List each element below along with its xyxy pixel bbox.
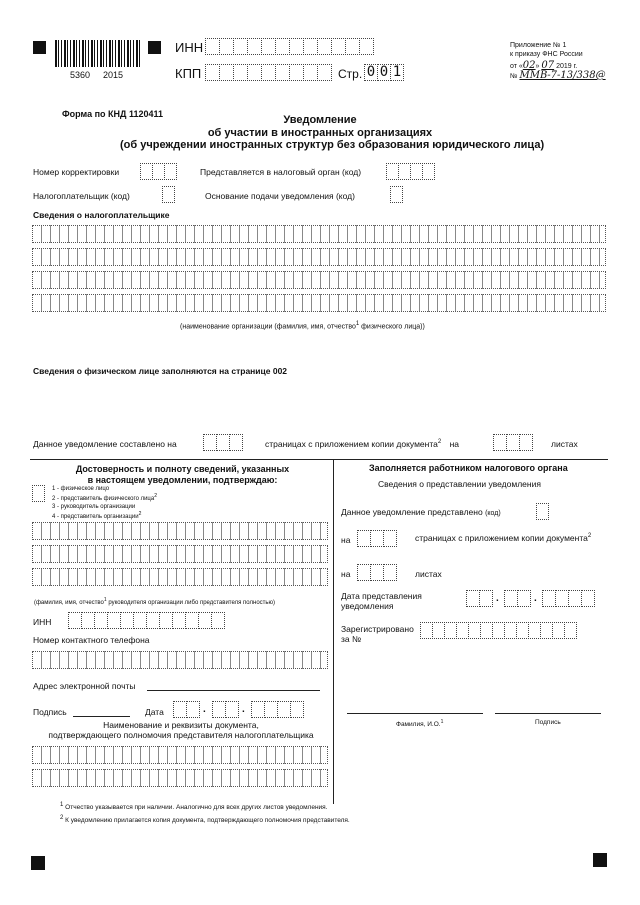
sign-date-year[interactable] — [251, 701, 303, 718]
tax-authority-cells[interactable] — [386, 163, 434, 180]
submission-info-subheading: Сведения о представлении уведомления — [378, 479, 541, 489]
date-dot-2: . — [242, 704, 245, 715]
kpp-label: КПП — [175, 66, 202, 81]
registration-mark-top-mid — [148, 41, 161, 54]
signer-inn-cells[interactable] — [68, 612, 224, 629]
submission-date-day[interactable] — [466, 590, 492, 607]
barcode-number-left: 5360 — [70, 70, 91, 80]
org-name-caption: (наименование организации (фамилия, имя, отчество$^1$ физического лица)) — [180, 321, 425, 331]
kpp-cells[interactable] — [205, 64, 331, 81]
officer-signature-caption: Подпись — [535, 719, 561, 726]
footnote-1: $^1$ Отчество указывается при наличии. Аналогично для всех других листов уведомления. — [60, 802, 328, 812]
tax-authority-label: Представляется в налоговый орган (код) — [200, 167, 362, 177]
officer-name-caption: Фамилия, И.О.$^1$ — [396, 719, 444, 729]
phone-cells[interactable] — [32, 651, 328, 669]
sign-line[interactable] — [73, 716, 130, 717]
section-divider-line — [333, 459, 334, 804]
officer-signature-line[interactable] — [495, 713, 601, 714]
composed-sheets-label: листах — [551, 439, 578, 449]
taxpayer-code-cell[interactable] — [162, 186, 174, 203]
submission-date-year[interactable] — [542, 590, 594, 607]
sign-date-month[interactable] — [212, 701, 238, 718]
email-line[interactable] — [147, 690, 320, 691]
submission-date-dot-1: . — [496, 593, 499, 604]
submitted-code-cell[interactable] — [536, 503, 548, 520]
submission-date-month[interactable] — [504, 590, 530, 607]
authority-doc-row-2[interactable] — [32, 769, 328, 787]
org-name-row-2[interactable] — [32, 248, 606, 266]
form-code: Форма по КНД 1120411 — [62, 109, 163, 119]
org-name-row-1[interactable] — [32, 225, 606, 243]
officer-pages-cells[interactable] — [357, 530, 396, 547]
inn-cells[interactable] — [205, 38, 373, 55]
org-name-row-4[interactable] — [32, 294, 606, 312]
authority-doc-heading: Наименование и реквизиты документа, подтверждающего полномочия представителя налогоплательщика — [48, 720, 314, 740]
date-label: Дата — [145, 707, 164, 717]
submission-date-label: Дата представления уведомления — [341, 591, 422, 611]
signer-name-row-3[interactable] — [32, 568, 328, 586]
barcode-number-right: 2015 — [103, 70, 124, 80]
signer-name-row-2[interactable] — [32, 545, 328, 563]
signer-type-options: 1 - физическое лицо 2 - представитель физического лица$^2$ 3 - руководитель организации 4 - представитель организации$^2$ — [52, 486, 157, 521]
correction-number-cells[interactable] — [140, 163, 176, 180]
signer-inn-label: ИНН — [33, 617, 52, 627]
taxpayer-info-heading: Сведения о налогоплательщике — [33, 210, 170, 220]
appendix-number: № ММВ-7-13/338@ — [510, 70, 606, 81]
officer-pages-text: страницах с приложением копии документа$^2$ — [415, 533, 592, 543]
on-sheets-label: на — [341, 569, 351, 579]
appendix-date: от «02» 07 2019 г. — [510, 60, 578, 71]
email-label: Адрес электронной почты — [33, 681, 136, 691]
authority-doc-row-1[interactable] — [32, 746, 328, 764]
inn-label: ИНН — [175, 40, 204, 55]
tax-officer-heading: Заполняется работником налогового органа — [369, 463, 568, 473]
sign-label: Подпись — [33, 707, 67, 717]
composed-on-label: Данное уведомление составлено на — [33, 439, 177, 449]
officer-name-line[interactable] — [347, 713, 483, 714]
composed-pages-cells[interactable] — [203, 434, 242, 451]
basis-label: Основание подачи уведомления (код) — [205, 191, 355, 201]
section-top-line — [30, 459, 608, 460]
registered-label: Зарегистрировано за № — [341, 624, 414, 644]
registration-mark-bottom-left — [31, 856, 45, 870]
registration-mark-top-left — [33, 41, 46, 54]
barcode — [55, 40, 141, 67]
registration-mark-bottom-right — [593, 853, 607, 867]
officer-sheets-label: листах — [415, 569, 442, 579]
form-title: Уведомление об участии в иностранных организациях (об учреждении иностранных структур без образования юридического лица) — [120, 114, 545, 151]
appendix-line-1: Приложение № 1 — [510, 42, 567, 49]
composed-sheets-cells[interactable] — [493, 434, 532, 451]
basis-cell[interactable] — [390, 186, 402, 203]
correction-number-label: Номер корректировки — [33, 167, 120, 177]
taxpayer-code-label: Налогоплательщик (код) — [33, 191, 130, 201]
org-name-row-3[interactable] — [32, 271, 606, 289]
registration-number-cells[interactable] — [420, 622, 576, 639]
signer-name-row-1[interactable] — [32, 522, 328, 540]
date-dot-1: . — [203, 704, 206, 715]
officer-sheets-cells[interactable] — [357, 564, 396, 581]
composed-pages-text: страницах с приложением копии документа$^2$ на — [265, 439, 460, 449]
submitted-label: Данное уведомление представлено (код) — [341, 507, 501, 517]
signer-name-caption: (фамилия, имя, отчество$^1$ руководителя организации либо представителя полностью) — [34, 597, 276, 606]
appendix-line-2: к приказу ФНС России — [510, 51, 583, 58]
sign-date-day[interactable] — [173, 701, 199, 718]
confirmation-heading: Достоверность и полноту сведений, указанных в настоящем уведомлении, подтверждаю: — [75, 464, 290, 485]
page-label: Стр. — [338, 67, 363, 81]
phone-label: Номер контактного телефона — [33, 635, 150, 645]
submission-date-dot-2: . — [534, 593, 537, 604]
footnote-2: $^2$ К уведомлению прилагается копия документа, подтверждающего полномочия представителя. — [60, 815, 350, 825]
physical-person-note: Сведения о физическом лице заполняются на странице 002 — [33, 366, 288, 376]
signer-type-cell[interactable] — [32, 485, 44, 502]
page-number-cells: 0 0 1 — [364, 64, 403, 81]
on-pages-label: на — [341, 535, 351, 545]
